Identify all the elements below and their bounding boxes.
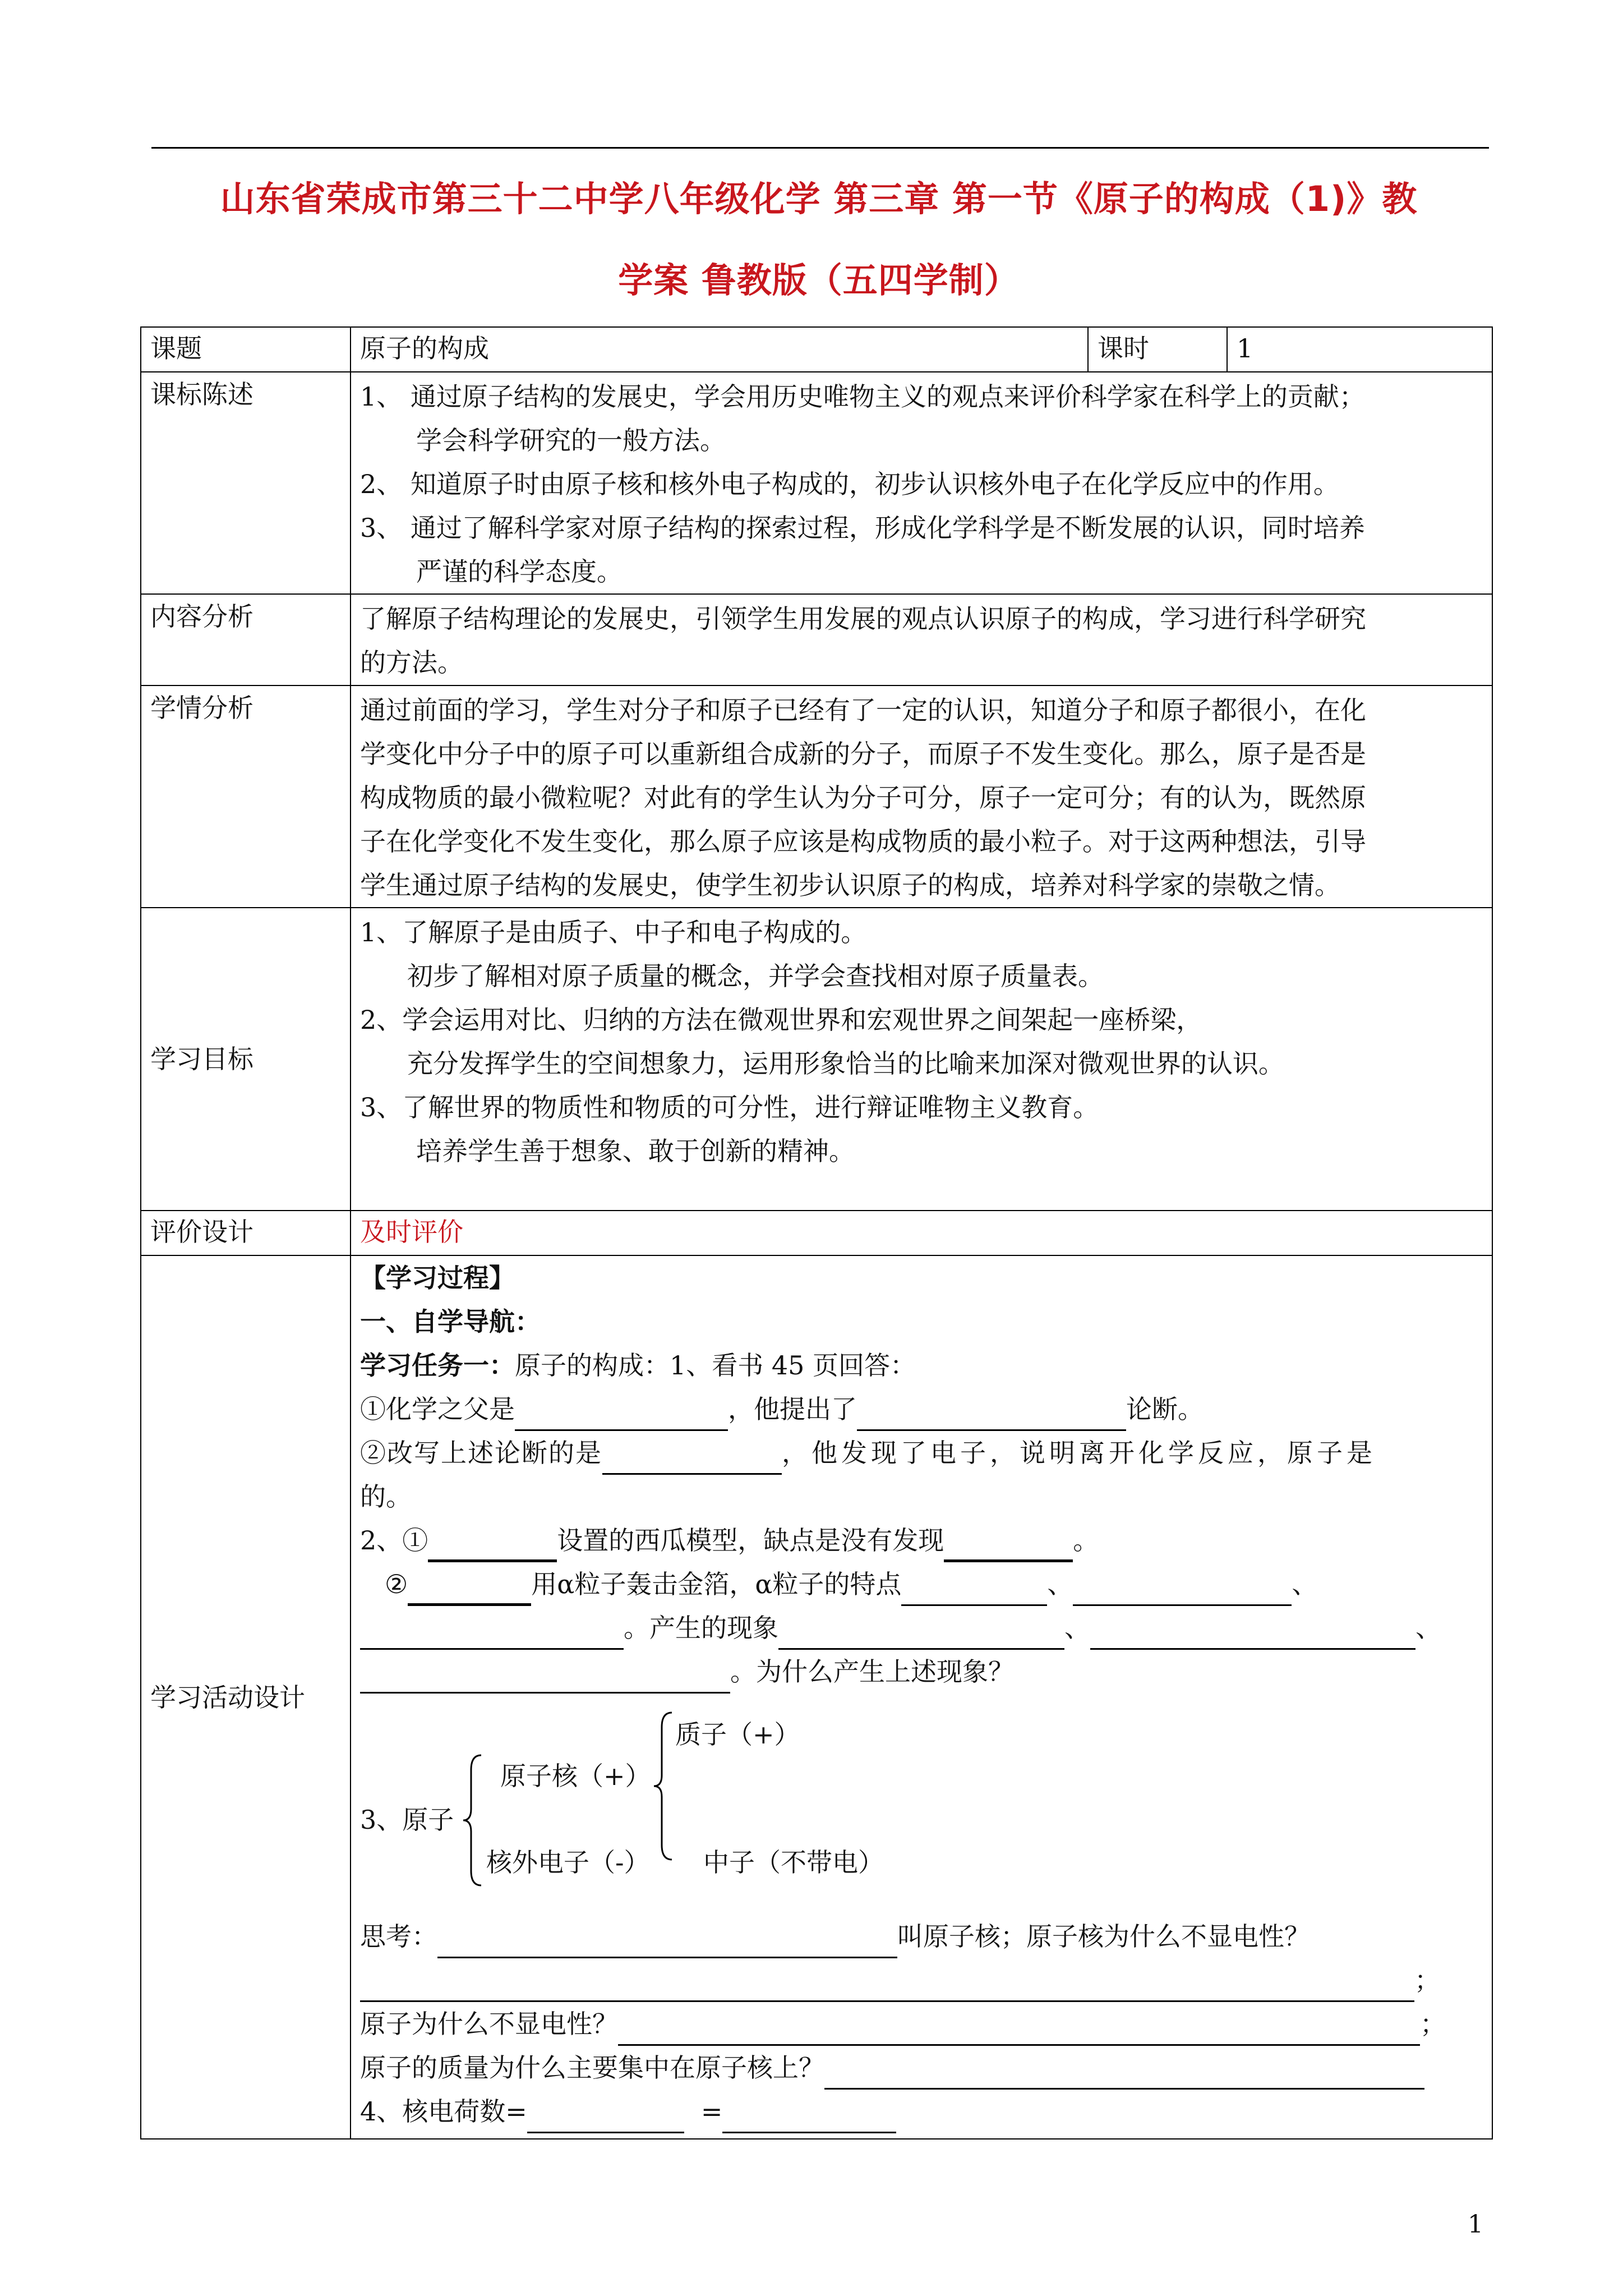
diagram-electrons-label: 核外电子（-） <box>486 1847 650 1878</box>
standards-item: 3、 通过了解科学家对原子结构的探索过程，形成化学科学是不断发展的认识，同时培养 <box>360 513 1365 543</box>
value-learning-goals <box>351 908 1492 1211</box>
value-activities <box>351 1255 1492 2139</box>
label-student-analysis: 学情分析 <box>141 685 351 908</box>
goal-line: 2、学会运用对比、归纳的方法在微观世界和宏观世界之间架起一座桥梁， <box>360 1005 1202 1035</box>
diagram-neutron-label: 中子（不带电） <box>703 1847 884 1878</box>
answer-blank[interactable] <box>437 1929 897 1958</box>
answer-blank[interactable] <box>901 1576 1047 1606</box>
standards-item: 2、 知道原子时由原子核和核外电子构成的，初步认识核外电子在化学反应中的作用。 <box>360 469 1339 499</box>
diagram-nucleus-label: 原子核（+） <box>500 1761 651 1791</box>
q4-text: 、 <box>1292 1569 1318 1599</box>
question-5 <box>360 1606 1483 1650</box>
goal-line: 初步了解相对原子质量的概念，并学会查找相对原子质量表。 <box>407 961 1104 991</box>
q5-text: 。产生的现象 <box>624 1613 778 1643</box>
standards-item: 严谨的科学态度。 <box>416 556 623 587</box>
q2-text: ②改写上述论断的是 <box>360 1438 602 1468</box>
task1 <box>360 1343 1483 1387</box>
label-learning-goals: 学习目标 <box>141 908 351 1211</box>
students-line: 构成物质的最小微粒呢？对此有的学生认为分子可分，原子一定可分；有的认为，既然原 <box>360 783 1366 813</box>
question-7 <box>360 2002 1483 2046</box>
question-3 <box>360 1519 1483 1562</box>
q3-text: 。 <box>1073 1525 1099 1556</box>
q4-text: 用α粒子轰击金箔，α粒子的特点 <box>531 1569 902 1599</box>
answer-blank[interactable] <box>618 2016 1420 2046</box>
answer-blank[interactable] <box>408 1575 531 1606</box>
q1-text: ①化学之父是 <box>360 1394 515 1424</box>
q4-text: ② <box>385 1569 408 1599</box>
row-learning-goals <box>141 908 1492 1211</box>
row-topic <box>141 327 1492 372</box>
answer-blank[interactable] <box>944 1531 1073 1562</box>
value-student-analysis <box>351 685 1492 908</box>
section-heading: 一、自学导航： <box>360 1306 541 1337</box>
diagram-brace-right <box>652 1710 674 1862</box>
process-heading: 【学习过程】 <box>360 1263 515 1293</box>
q5-text: 、 <box>1064 1613 1090 1643</box>
value-topic: 原子的构成 <box>351 327 1088 372</box>
answer-blank[interactable] <box>428 1531 557 1562</box>
q7-text: 原子为什么不显电性？ <box>360 2009 618 2039</box>
students-line: 子在化学变化不发生变化，那么原子应该是构成物质的最小粒子。对于这两种想法，引导 <box>360 826 1366 857</box>
label-activities: 学习活动设计 <box>141 1255 351 2139</box>
answer-blank[interactable] <box>602 1445 782 1475</box>
answer-blank[interactable] <box>722 2104 896 2133</box>
value-period: 1 <box>1227 327 1492 372</box>
label-period: 课时 <box>1088 327 1227 372</box>
question-9 <box>360 2090 1483 2133</box>
answer-blank[interactable] <box>360 1620 624 1650</box>
students-line: 学生通过原子结构的发展史，使学生初步认识原子的构成，培养对科学家的崇敬之情。 <box>360 870 1340 900</box>
question-6 <box>360 1650 1483 1694</box>
question-8 <box>360 2046 1483 2090</box>
row-activities <box>141 1255 1492 2139</box>
diagram-brace-left <box>461 1753 483 1888</box>
answer-blank[interactable] <box>778 1620 1064 1650</box>
q9-text: = <box>700 2096 723 2127</box>
standards-item: 学会科学研究的一般方法。 <box>416 425 726 455</box>
think-answer-line <box>360 1958 1483 2002</box>
q7-text: ； <box>1420 2009 1446 2039</box>
value-content-analysis <box>351 594 1492 685</box>
goal-line: 充分发挥学生的空间想象力，运用形象恰当的比喻来加深对微观世界的认识。 <box>407 1048 1284 1079</box>
content-line: 了解原子结构理论的发展史，引领学生用发展的观点认识原子的构成，学习进行科学研究 <box>360 604 1366 634</box>
q1-text: 论断。 <box>1126 1394 1204 1424</box>
document-title-line-2: 学案 鲁教版（五四学制） <box>618 260 1020 301</box>
question-2 <box>360 1431 1483 1475</box>
answer-blank[interactable] <box>1090 1620 1415 1650</box>
value-standards <box>351 372 1492 594</box>
question-2-cont: 的。 <box>360 1481 412 1512</box>
header-rule <box>151 147 1489 149</box>
value-evaluation: 及时评价 <box>351 1211 1492 1255</box>
q5-text: 、 <box>1415 1613 1441 1643</box>
students-line: 学变化中分子中的原子可以重新组合成新的分子，而原子不发生变化。那么，原子是否是 <box>360 739 1366 769</box>
question-4 <box>360 1562 1483 1606</box>
diagram-proton-label: 质子（+） <box>675 1719 800 1750</box>
lesson-plan-table <box>140 326 1493 2139</box>
label-content-analysis: 内容分析 <box>141 594 351 685</box>
q9-text: 4、核电荷数= <box>360 2096 527 2127</box>
q8-text: 原子的质量为什么主要集中在原子核上？ <box>360 2053 824 2083</box>
answer-blank[interactable] <box>360 1972 1414 2002</box>
goal-line: 1、了解原子是由质子、中子和电子构成的。 <box>360 917 867 947</box>
answer-blank[interactable] <box>1073 1576 1292 1606</box>
row-student-analysis <box>141 685 1492 908</box>
answer-blank[interactable] <box>857 1401 1126 1431</box>
row-standards <box>141 372 1492 594</box>
think-text: 叫原子核；原子核为什么不显电性？ <box>897 1921 1310 1952</box>
label-evaluation: 评价设计 <box>141 1211 351 1255</box>
answer-blank[interactable] <box>515 1401 728 1431</box>
task1-text: 原子的构成：1、看书 45 页回答： <box>515 1350 916 1381</box>
content-line: 的方法。 <box>360 647 463 678</box>
q4-text: 、 <box>1047 1569 1073 1599</box>
q3-text: 2、① <box>360 1525 428 1556</box>
q2-text: ，他发现了电子，说明离开化学反应，原子是 <box>782 1438 1376 1468</box>
page-number: 1 <box>1468 2210 1483 2239</box>
q3-text: 设置的西瓜模型，缺点是没有发现 <box>557 1525 944 1556</box>
answer-blank[interactable] <box>527 2104 684 2133</box>
q1-text: ，他提出了 <box>728 1394 857 1424</box>
label-standards: 课标陈述 <box>141 372 351 594</box>
goal-line: 培养学生善于想象、敢于创新的精神。 <box>416 1136 855 1166</box>
atom-structure-diagram <box>360 1694 1483 1895</box>
question-1 <box>360 1387 1483 1431</box>
q6-text: 。为什么产生上述现象？ <box>730 1657 1014 1687</box>
students-line: 通过前面的学习，学生对分子和原子已经有了一定的认识，知道分子和原子都很小，在化 <box>360 695 1366 725</box>
row-evaluation <box>141 1211 1492 1255</box>
document-title-line-1: 山东省荣成市第三十二中学八年级化学 第三章 第一节《原子的构成（1)》教 <box>220 178 1418 219</box>
standards-item: 1、 通过原子结构的发展史，学会用历史唯物主义的观点来评价科学家在科学上的贡献； <box>360 381 1365 412</box>
think-text: 思考： <box>360 1921 437 1952</box>
label-topic: 课题 <box>141 327 351 372</box>
answer-blank[interactable] <box>360 1664 730 1694</box>
answer-blank[interactable] <box>824 2060 1424 2090</box>
task1-label: 学习任务一： <box>360 1350 515 1381</box>
think-question <box>360 1915 1483 1958</box>
goal-line: 3、了解世界的物质性和物质的可分性，进行辩证唯物主义教育。 <box>360 1092 1099 1122</box>
row-content-analysis <box>141 594 1492 685</box>
think-text: ； <box>1414 1965 1440 1995</box>
diagram-root-label: 3、原子 <box>360 1805 454 1835</box>
